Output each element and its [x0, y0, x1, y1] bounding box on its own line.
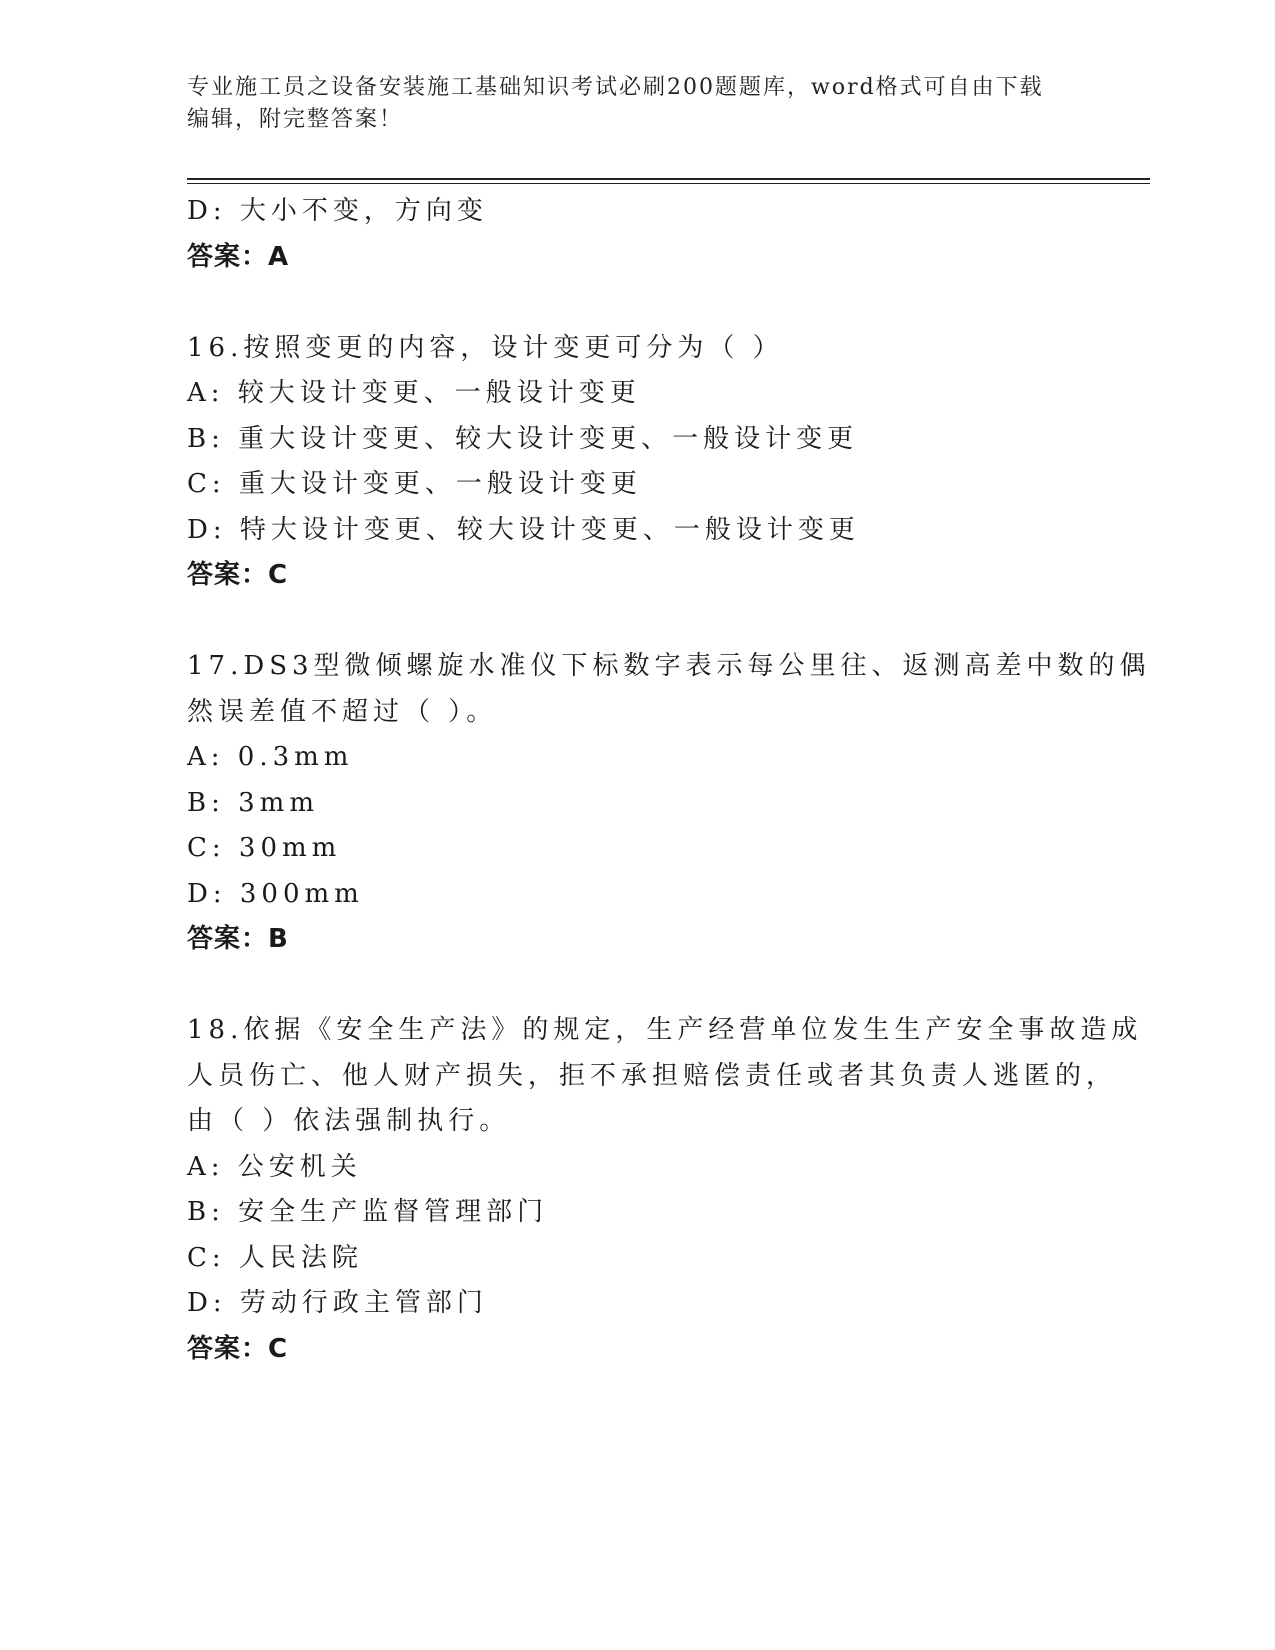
spacer: [187, 963, 1087, 1009]
question-stem: 17.DS3型微倾螺旋水准仪下标数字表示每公里往、返测高差中数的偶: [187, 651, 1151, 681]
option-c: C: 重大设计变更、一般设计变更: [187, 469, 642, 499]
option-a: A: 公安机关: [187, 1151, 362, 1182]
question-18: [187, 1008, 1143, 1372]
option-b: B: 安全生产监督管理部门: [187, 1197, 549, 1227]
header-line-1: 专业施工员之设备安装施工基础知识考试必刷200题题库，word格式可自由下载: [187, 75, 1044, 100]
answer-line: 答案：C: [187, 1333, 289, 1364]
answer-line: 答案：B: [187, 924, 289, 954]
question-17: [187, 644, 1151, 963]
question-stem: 然误差值不超过（ ）。: [187, 696, 498, 727]
header-divider-thick: [187, 178, 1150, 180]
option-d: D: 300mm: [187, 878, 364, 909]
answer-line: 答案：C: [187, 560, 289, 590]
option-d: D: 劳动行政主管部门: [187, 1288, 488, 1318]
option-a: A: 较大设计变更、一般设计变更: [187, 378, 641, 408]
answer-line: 答案：A: [187, 241, 290, 272]
header-divider-thin: [187, 183, 1150, 184]
option-b: B: 3mm: [187, 787, 319, 818]
option-c: C: 人民法院: [187, 1242, 363, 1273]
question-16: [187, 326, 1087, 599]
question-stem: 16.按照变更的内容，设计变更可分为（ ）: [187, 332, 784, 363]
question-stem: 人员伤亡、他人财产损失，拒不承担赔偿责任或者其负责人逃匿的，: [187, 1060, 1118, 1091]
question-stem: 由（ ）依法强制执行。: [187, 1106, 511, 1136]
option-b: B: 重大设计变更、较大设计变更、一般设计变更: [187, 423, 859, 454]
spacer: [187, 599, 1087, 645]
option-c: C: 30mm: [187, 833, 342, 863]
spacer: [187, 280, 1087, 326]
question-stem: 18.依据《安全生产法》的规定，生产经营单位发生生产安全事故造成: [187, 1015, 1143, 1045]
question-list: [187, 189, 1151, 1372]
option-d: D: 特大设计变更、较大设计变更、一般设计变更: [187, 514, 860, 545]
option-d: D: 大小不变，方向变: [187, 196, 488, 226]
document-header: [187, 72, 1087, 136]
header-line-2: 编辑，附完整答案！: [187, 107, 404, 132]
option-a: A: 0.3mm: [187, 742, 354, 772]
